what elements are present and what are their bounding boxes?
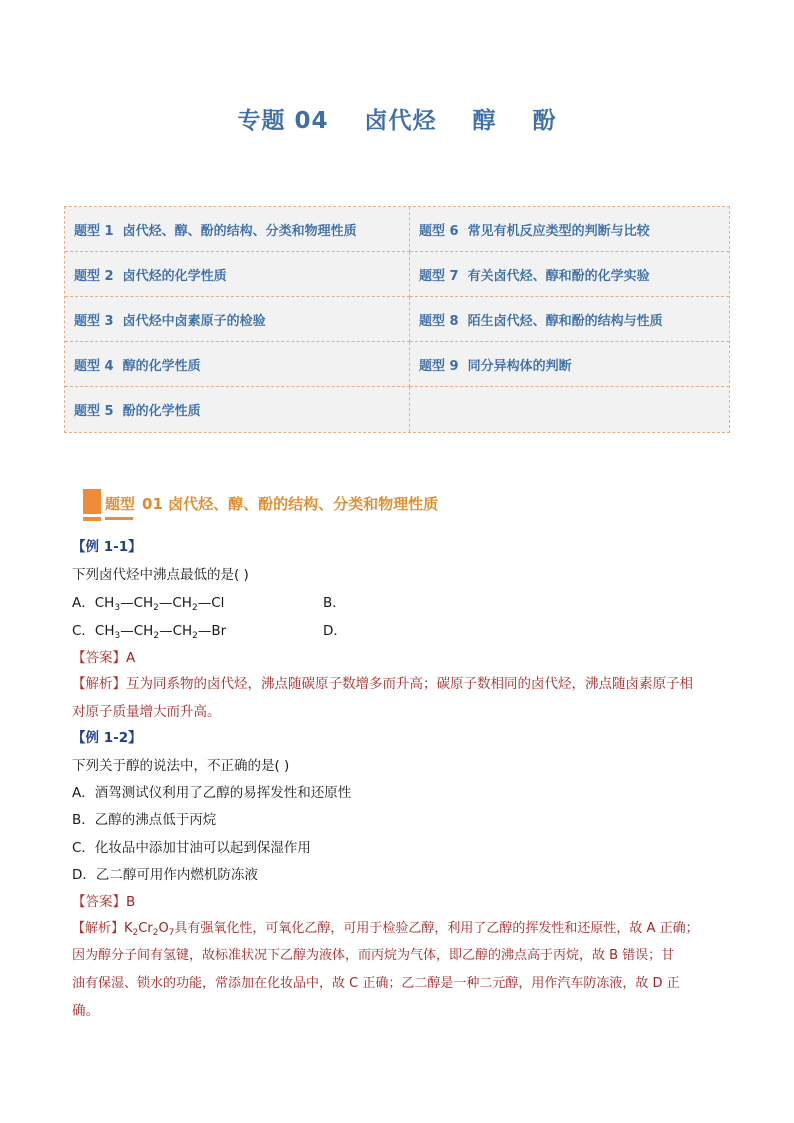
analysis-line: 油有保湿、锁水的功能，常添加在化妆品中，故 C 正确；乙二醇是一种二元醇，用作汽车防冻液，故 D 正 [72,976,680,991]
toc-text: 陌生卤代烃、醇和酚的结构与性质 [467,313,663,329]
toc-tag: 题型 3 [74,313,114,329]
toc-item[interactable] [65,387,410,432]
question-text: 下列关于醇的说法中，不正确的是( ) [72,758,290,774]
option-b: B． [323,595,346,611]
toc-item[interactable] [65,342,410,387]
section-title: 题型 01 卤代烃、醇、酚的结构、分类和物理性质 [105,495,439,513]
toc-tag: 题型 5 [74,404,114,419]
option-b: B．乙醇的沸点低于丙烷 [72,812,217,828]
example-label: 【例 1-2】 [72,730,142,746]
page-title: 专题 04 卤代烃 醇 酚 [237,108,557,134]
toc-item[interactable] [65,252,410,297]
option-d: D． [323,623,347,639]
toc-text: 卤代烃的化学性质 [122,268,227,284]
toc-text: 卤代烃、醇、酚的结构、分类和物理性质 [122,223,357,239]
option-d: D．乙二醇可用作内燃机防冻液 [72,867,258,883]
toc-tag: 题型 6 [419,223,459,239]
analysis-line: 确。 [72,1003,99,1019]
toc-text: 常见有机反应类型的判断与比较 [467,223,650,239]
toc-item[interactable] [410,297,729,342]
section-marker-underline [105,517,133,520]
toc-tag: 题型 8 [419,313,459,329]
toc-item[interactable] [410,252,729,297]
toc-item[interactable] [65,297,410,342]
toc-tag: 题型 7 [419,268,459,284]
option-a: A．$CH_3—CH_2—CH_2—Cl$ B． [72,591,224,613]
analysis-line: 因为醇分子间有氢键，故标准状况下乙醇为液体，而丙烷为气体，即乙醇的沸点高于丙烷，故 B 错误；甘 [72,948,675,963]
toc-item[interactable] [410,342,729,387]
toc-text: 有关卤代烃、醇和酚的化学实验 [467,268,650,284]
toc-item-empty [410,387,729,432]
toc-text: 卤代烃中卤素原子的检验 [122,313,266,329]
toc-text: 同分异构体的判断 [467,358,572,374]
analysis-line: 【解析】互为同系物的卤代烃，沸点随碳原子数增多而升高；碳原子数相同的卤代烃，沸点随卤素原子相 [72,676,693,692]
section-marker-underline [83,517,101,521]
toc-item[interactable] [65,207,410,252]
section-marker-icon [83,489,101,514]
topic-table [64,206,730,433]
toc-tag: 题型 4 [74,358,114,374]
analysis-line: 【解析】$K_2Cr_2O_7$具有强氧化性，可氧化乙醇，可用于检验乙醇，利用了乙醇的挥发性和还原性，故 A 正确； [72,921,699,938]
option-c: C．$CH_3—CH_2—CH_2—Br$ D． [72,619,226,641]
toc-tag: 题型 1 [74,223,114,239]
toc-item[interactable] [410,207,729,252]
answer-value: B [126,894,136,910]
example-label: 【例 1-1】 [72,539,142,555]
toc-text: 醇的化学性质 [122,358,201,374]
answer-value: A [126,650,136,666]
option-a: A．酒驾测试仪利用了乙醇的易挥发性和还原性 [72,785,352,801]
toc-text: 酚的化学性质 [122,404,201,419]
answer-line: 【答案】A [72,650,136,666]
section-heading [83,487,743,523]
toc-tag: 题型 9 [419,358,459,374]
answer-line: 【答案】B [72,894,136,910]
option-c: C．化妆品中添加甘油可以起到保湿作用 [72,840,311,856]
toc-tag: 题型 2 [74,268,114,284]
analysis-line: 对原子质量增大而升高。 [72,704,221,720]
question-text: 下列卤代烃中沸点最低的是( ) [72,567,249,583]
